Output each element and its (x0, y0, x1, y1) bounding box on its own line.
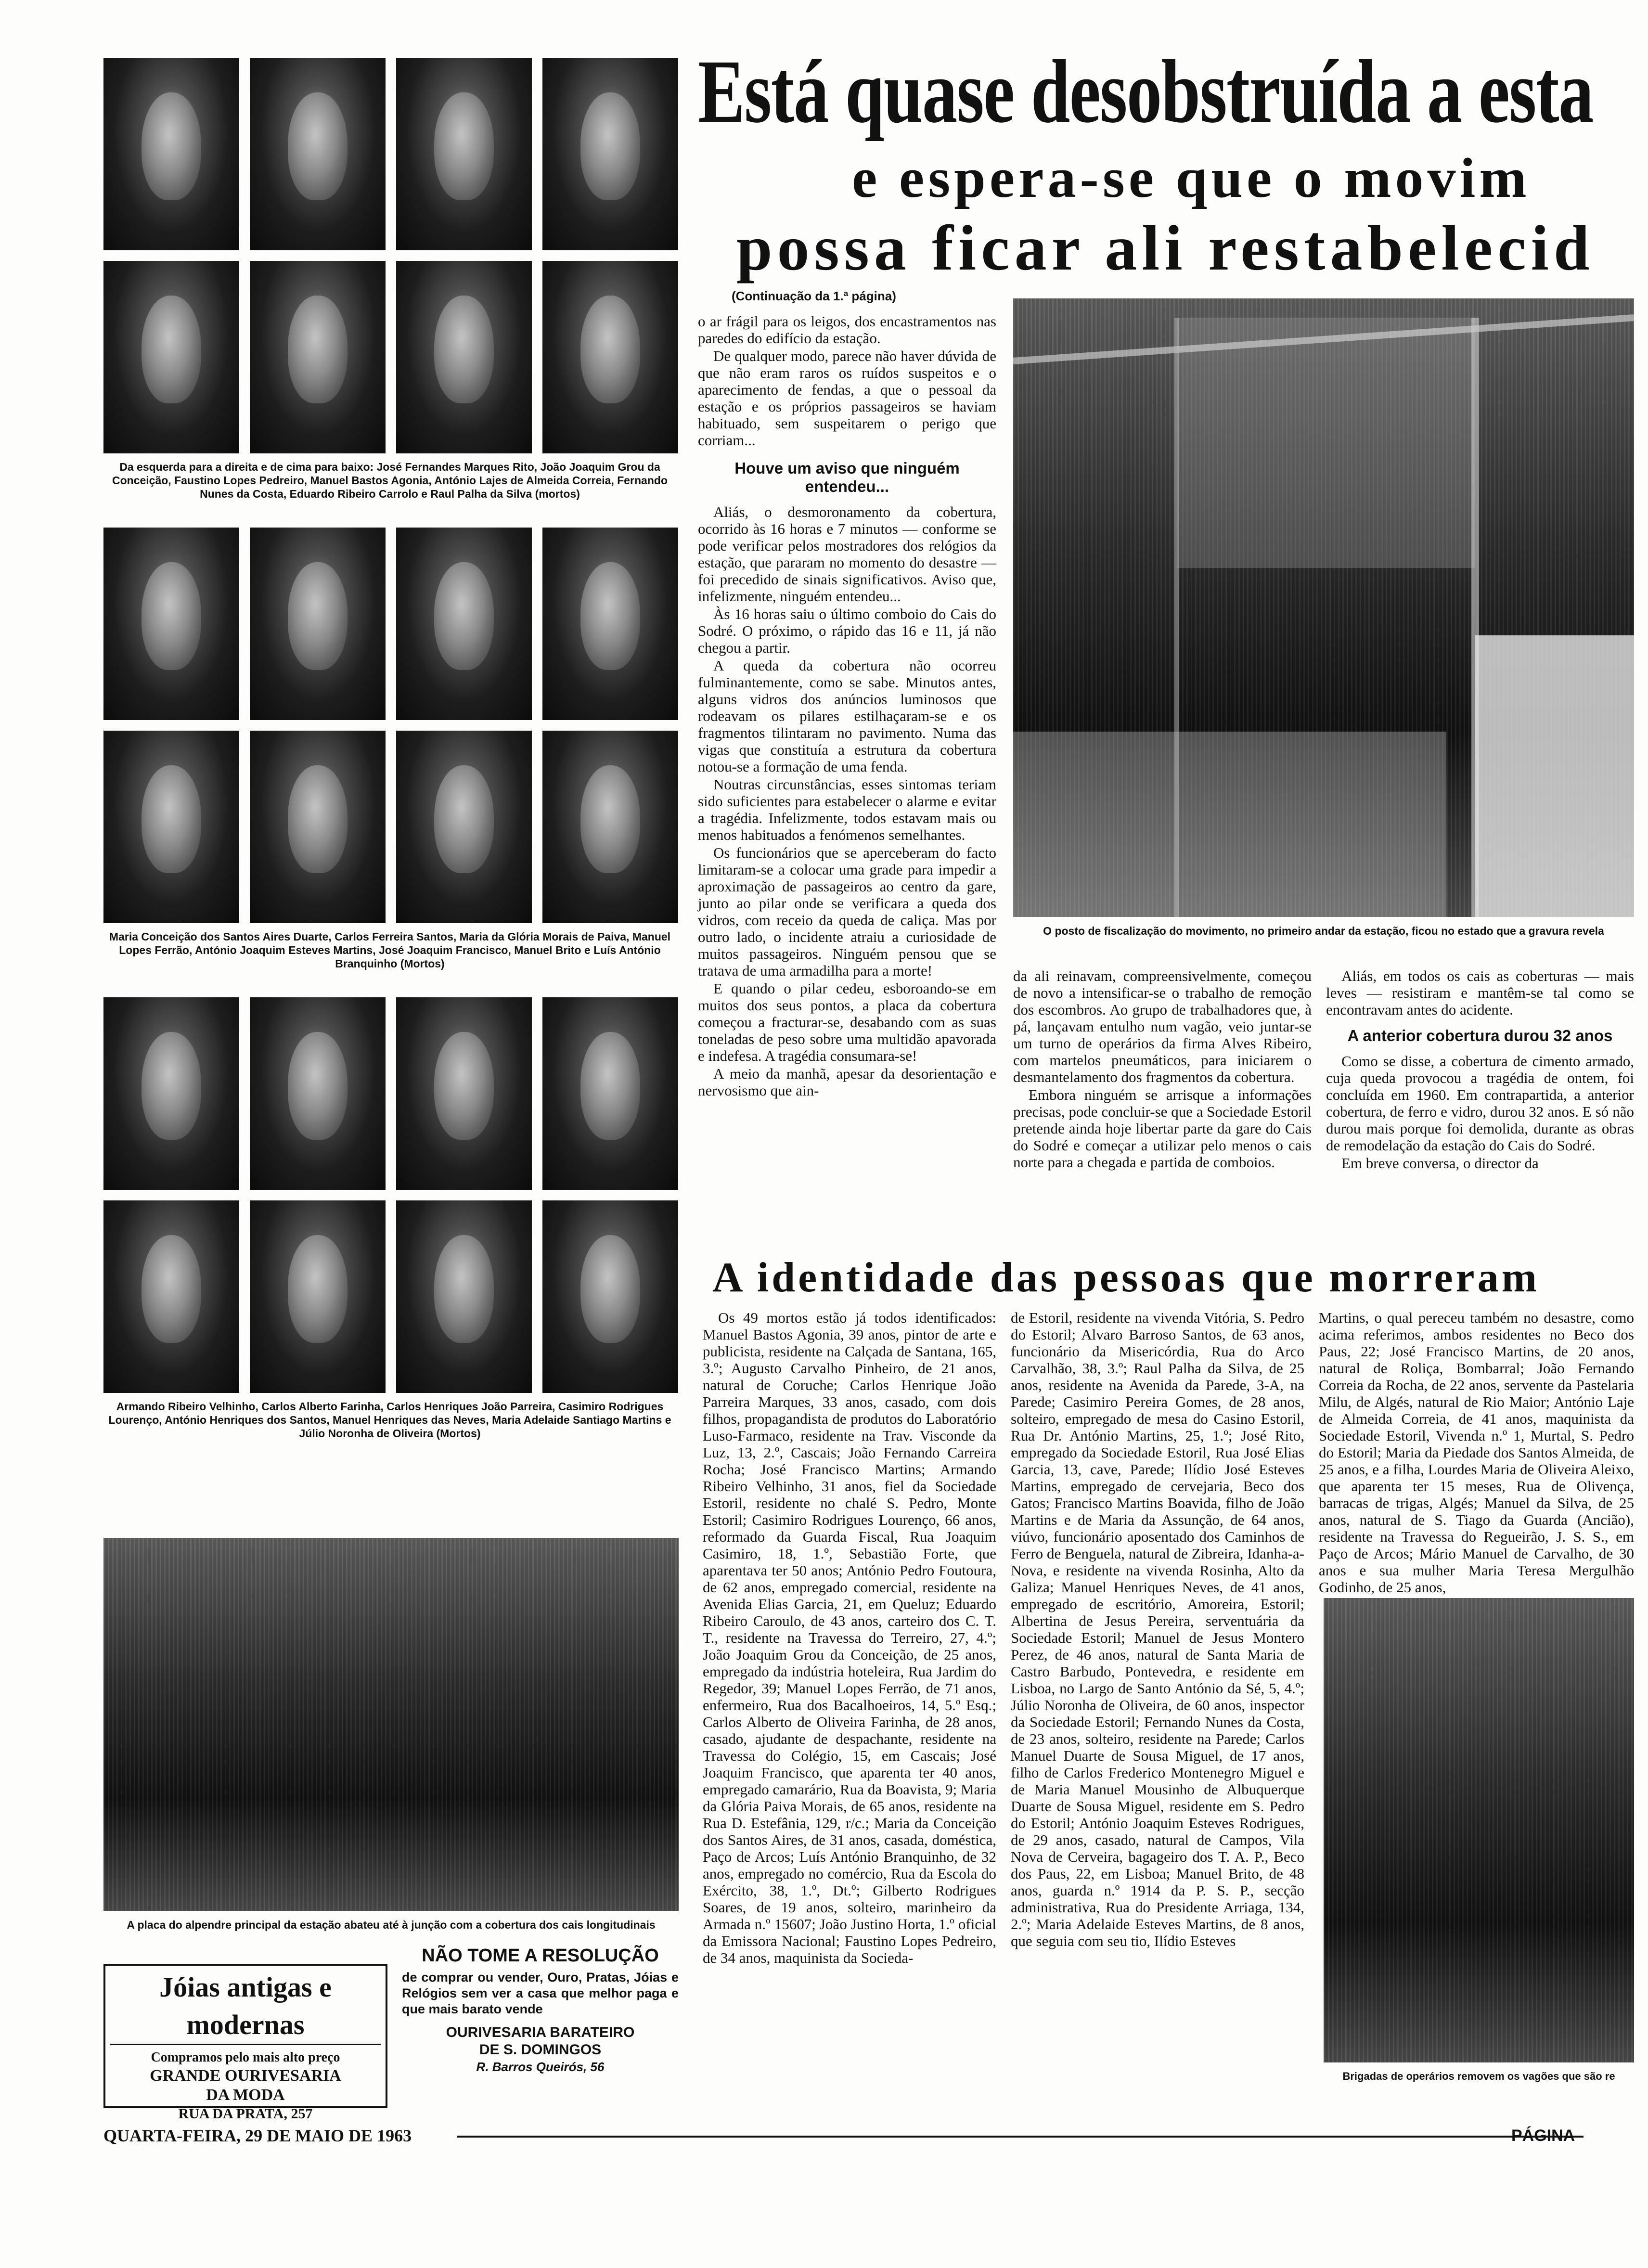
ad-ourivesaria (402, 1945, 679, 2108)
story-paragraph: da ali reinavam, compreensivelmente, começou de novo a intensificar-se o trabalho de remoção dos escombros. Ao grupo de trabalhadores que, à pá, lançavam entulho num vagão, veio juntar-se um turno de operários da firma Alves Ribeiro, com martelos pneumáticos, para iniciarem o desmantelamento dos fragmentos da cobertura. (1013, 967, 1312, 1085)
story-paragraph: Aliás, o desmoronamento da cobertura, ocorrido às 16 horas e 7 minutos — conforme se pode verificar pelos mostradores dos relógios da estação, que pararam no momento do desastre — foi precedido de sinais significativos. Aviso que, infelizmente, ninguém entendeu... (698, 503, 996, 605)
ad-joias-title: Jóias antigas e modernas (110, 1969, 381, 2045)
identity-column-2 (1011, 1309, 1304, 2089)
portrait-row (103, 261, 676, 453)
ad-joias (103, 1964, 387, 2122)
story-paragraph: A queda da cobertura não ocorreu fulminantemente, como se sabe. Minutos antes, alguns vidros dos anúncios luminosos que rodeavam os pilares estilhaçaram-se e os fragmentos tilintaram no pavimento. Numa das vigas que constituía a estrutura da cobertura notou-se a formação de uma fenda. (698, 657, 996, 775)
portrait-photo (396, 1200, 532, 1393)
identity-paragraph: Os 49 mortos estão já todos identificados: Manuel Bastos Agonia, 39 anos, pintor de arte e publicista, residente na Calçada de Santana, 165, 3.º; Augusto Carvalho Pinheiro, de 21 anos, natural de Coruche; Carlos Henrique João Parreira Marques, 33 anos, casado, com dois filhos, propagandista de produtos do Laboratório Luso-Farmaco, residente na Trav. Visconde da Luz, 13, 2.º, Cascais; João Fernando Carreira Rocha; José Francisco Martins; Armando Ribeiro Velhinho, 31 anos, fiel da Sociedade Estoril, residente no chalé S. Pedro, Monte Estoril; Casimiro Rodrigues Lourenço, 66 anos, reformado da Guarda Fiscal, Rua Joaquim Casimiro, 18, 1.º, Sebastião Forte, que aparentava ter 50 anos; António Pedro Foutoura, de 62 anos, empregado comercial, residente na Avenida Elias Garcia, 21, em Queluz; Eduardo Ribeiro Caroulo, de 43 anos, carteiro dos C. T. T., residente na Travessa do Terreiro, 27, 4.º; João Joaquim Grou da Conceição, de 25 anos, empregado da indústria hoteleira, Rua Jardim do Regedor, 39; Manuel Lopes Ferrão, de 71 anos, enfermeiro, Rua dos Bacalhoeiros, 14, 5.º Esq.; Carlos Alberto de Oliveira Farinha, de 28 anos, casado, ajudante de despachante, residente na Travessa do Colégio, 15, em Cascais; José Joaquim Francisco, que aparenta ter 40 anos, empregado camarário, Rua da Boavista, 9; Maria da Glória Paiva Morais, de 65 anos, residente na Rua D. Estefânia, 129, r/c.; Maria da Conceição dos Santos Aires, de 31 anos, casada, doméstica, Paço de Arcos; Luís António Branquinho, de 32 anos, empregado no comércio, Rua da Escola do Exército, 38, 1.º, Dt.º; Gilberto Rodrigues Soares, de 19 anos, solteiro, marinheiro da Armada n.º 15607; João Justino Horta, 1.º oficial da Emissora Nacional; Faustino Lopes Pedreiro, de 34 anos, maquinista da Socieda- (703, 1309, 996, 1966)
story-paragraph: E quando o pilar cedeu, esboroando-se em muitos dos seus pontos, a placa da cobertura começou a fracturar-se, desabando com as suas toneladas de peso sobre uma multidão apavorada e indefesa. A tragédia consumara-se! (698, 980, 996, 1064)
story-paragraph: A meio da manhã, apesar da desorientação e nervosismo que ain- (698, 1065, 996, 1099)
portrait-photo (396, 58, 532, 250)
portrait-photo (103, 997, 239, 1190)
portrait-photo (103, 528, 239, 720)
ad-joias-line1: Compramos pelo mais alto preço (151, 2050, 340, 2065)
story-column-3 (1326, 967, 1634, 1173)
portrait-photo (103, 58, 239, 250)
portrait-row (103, 58, 676, 250)
ad-joias-line4: RUA DA PRATA, 257 (178, 2106, 313, 2122)
identity-column-1 (703, 1309, 996, 2089)
story-paragraph: Os funcionários que se aperceberam do facto limitaram-se a colocar uma grade para impedir a aproximação de passageiros ao centro da gare, junto ao pilar onde se verificara a queda dos vidros, com receio da queda de caliça. Mas por outro lado, o incidente atraiu a curiosidade de muitos passageiros. Ninguém pensou que se tratava de uma armadilha para a morte! (698, 844, 996, 979)
headline-line1: Está quase desobstruída a esta (698, 41, 1593, 142)
headline-line2: e espera-se que o movim (852, 146, 1531, 209)
story-subhead: A anterior cobertura durou 32 anos (1347, 1027, 1613, 1044)
ad-joias-line3: DA MODA (206, 2086, 285, 2104)
story-paragraph: Às 16 horas saiu o último comboio do Cais do Sodré. O próximo, o rápido das 16 e 11, já não chegou a partir. (698, 606, 996, 656)
story-column-1 (698, 313, 996, 1100)
portrait-photo (542, 731, 678, 923)
story-column-2 (1013, 967, 1312, 1172)
portrait-photo (250, 1200, 386, 1393)
story-paragraph: o ar frágil para os leigos, dos encastramentos nas paredes do edifício da estação. (698, 313, 996, 347)
portrait-photo (542, 997, 678, 1190)
control-post-photo (1013, 298, 1634, 917)
portrait-photo (542, 528, 678, 720)
photo-caption: Armando Ribeiro Velhinho, Carlos Alberto Farinha, Carlos Henriques João Parreira, Casimiro Rodrigues Lourenço, António Henriques dos Santos, Manuel Henriques das Neves, Maria Adelaide Santiago Martins e Júlio Noronha de Oliveira (Mortos) (108, 1400, 671, 1440)
ad-ourivesaria-line1: OURIVESARIA BARATEIRO (446, 2024, 635, 2040)
portrait-row (103, 731, 676, 923)
headline-line3: possa ficar ali restabelecid (736, 212, 1595, 284)
story-paragraph: De qualquer modo, parece não haver dúvida de que não eram raros os ruídos suspeitos e o aparecimento de fendas, a que o pessoal da estação e os próprios passageiros se haviam habituado, sem suspeitarem o perigo que corriam... (698, 348, 996, 449)
story-paragraph: Noutras circunstâncias, esses sintomas teriam sido suficientes para estabelecer o alarme e evitar a tragédia. Infelizmente, todos estavam mais ou menos habituados a fenómenos semelhantes. (698, 776, 996, 843)
portrait-photo (103, 1200, 239, 1393)
portrait-photo (250, 997, 386, 1190)
portrait-photo (396, 528, 532, 720)
portrait-photo (103, 731, 239, 923)
identity-column-3 (1319, 1309, 1634, 1596)
story-paragraph: Aliás, em todos os cais as coberturas — mais leves — resistiram e mantêm-se tal como se encontravam antes do acidente. (1326, 967, 1634, 1018)
portrait-row (103, 997, 676, 1190)
ad-ourivesaria-line2: DE S. DOMINGOS (479, 2042, 602, 2058)
identity-title: A identidade das pessoas que morreram (712, 1254, 1540, 1301)
ad-ourivesaria-body: de comprar ou vender, Ouro, Pratas, Jóias e Relógios sem ver a casa que melhor paga e que mais barato vende (402, 1970, 679, 2016)
portrait-photo (103, 261, 239, 453)
story-paragraph: Embora ninguém se arrisque a informações precisas, pode concluir-se que a Sociedade Estoril pretende ainda hoje libertar parte da gare do Cais do Sodré e começar a utilizar pelo menos o cais norte para a chegada e partida de comboios. (1013, 1086, 1312, 1171)
control-post-structure (1013, 298, 1634, 917)
portrait-row (103, 528, 676, 720)
portrait-photo (250, 528, 386, 720)
portrait-photo (250, 58, 386, 250)
portrait-row (103, 1200, 676, 1393)
photo-caption: Da esquerda para a direita e de cima para baixo: José Fernandes Marques Rito, João Joaquim Grou da Conceição, Faustino Lopes Pedreiro, Manuel Bastos Agonia, António Lajes de Almeida Correia, Fernando Nunes da Costa, Eduardo Ribeiro Carrolo e Raul Palha da Silva (mortos) (112, 461, 668, 500)
portrait-photo (542, 1200, 678, 1393)
story-subhead: Houve um aviso que ninguém entendeu... (734, 459, 960, 495)
ad-ourivesaria-title: NÃO TOME A RESOLUÇÃO (422, 1946, 659, 1966)
portrait-photo (250, 731, 386, 923)
portrait-column (103, 58, 676, 1467)
footer-page-label: PÁGINA (1511, 2126, 1575, 2145)
continuation-note: (Continuação da 1.ª página) (732, 289, 896, 303)
identity-paragraph: Martins, o qual pereceu também no desastre, como acima referimos, ambos residentes no Beco dos Paus, 22; José Francisco Martins, de 20 anos, natural de Roliça, Bombarral; João Fernando Correia da Rocha, de 22 anos, servente da Pastelaria Milu, de Algés, natural de Rio Maior; António Laje de Almeida Correia, de 41 anos, maquinista da Sociedade Estoril, Vivenda n.º 1, Murtal, S. Pedro do Estoril; Maria da Piedade dos Santos Almeida, de 25 anos, e a filha, Lourdes Maria de Oliveira Aleixo, que aparenta ter 15 meses, Rua de Olivença, barracas de trigas, Algés; Manuel da Silva, de 25 anos, natural de S. Tiago da Guarda (Ancião), residente na Travessa do Regueirão, J. S. S., em Paço de Arcos; Mário Manuel de Carvalho, de 30 anos e sua mulher Maria Teresa Mergulhão Godinho, de 25 anos, (1319, 1309, 1634, 1596)
collapsed-canopy-photo (103, 1538, 679, 1911)
portrait-photo (250, 261, 386, 453)
ad-joias-line2: GRANDE OURIVESARIA (150, 2067, 341, 2085)
portrait-photo (396, 731, 532, 923)
control-post-caption: O posto de fiscalização do movimento, no primeiro andar da estação, ficou no estado que a gravura revela (1043, 925, 1604, 937)
identity-paragraph: de Estoril, residente na vivenda Vitória, S. Pedro do Estoril; Alvaro Barroso Santos, de 63 anos, funcionário da Misericórdia, Rua do Arco Carvalhão, 38, 3.º; Raul Palha da Silva, de 25 anos, residente na Avenida da Parede, 3-A, na Parede; Casimiro Pereira Gomes, de 28 anos, solteiro, empregado de mesa do Casino Estoril, Rua Dr. António Martins, 25, 1.º; José Rito, empregado da Sociedade Estoril, Rua José Elias Garcia, 13, cave, Parede; Ilídio José Esteves Martins, empregado de cervejaria, Beco dos Gatos; Francisco Martins Boavida, filho de João Martins e de Maria da Assunção, de 64 anos, viúvo, funcionário aposentado dos Caminhos de Ferro de Benguela, natural de Zibreira, Idanha-a-Nova, e residente na vivenda Rosinha, Alto da Galiza; Manuel Henriques Neves, de 41 anos, empregado de escritório, Amoreira, Estoril; Albertina de Jesus Pereira, serventuária da Sociedade Estoril; Manuel de Jesus Montero Perez, de 46 anos, natural de Santa Maria de Castro Barbudo, Pontevedra, e residente em Lisboa, no Largo de Santo António da Sé, 5, 4.º; Júlio Noronha de Oliveira, de 60 anos, inspector da Sociedade Estoril; Fernando Nunes da Costa, de 23 anos, solteiro, residente na Parede; Carlos Manuel Duarte de Sousa Miguel, de 17 anos, filho de Carlos Frederico Montenegro Miguel e de Maria Manuel Mousinho de Albuquerque Duarte de Sousa Miguel, residente em S. Pedro do Estoril; António Joaquim Esteves Rodrigues, de 29 anos, casado, natural de Campos, Vila Nova de Cerveira, bagageiro dos T. A. P., Beco dos Paus, 22, em Lisboa; Manuel Brito, de 48 anos, guarda n.º 1914 da P. S. P., secção administrativa, Rua do Presidente Arriaga, 134, 2.º; Maria Adelaide Esteves Martins, de 8 anos, que seguia com seu tio, Ilídio Esteves (1011, 1309, 1304, 1949)
portrait-photo (396, 261, 532, 453)
photo-caption: Maria Conceição dos Santos Aires Duarte, Carlos Ferreira Santos, Maria da Glória Morais de Paiva, Manuel Lopes Ferrão, António Joaquim Esteves Martins, José Joaquim Francisco, Manuel Brito e Luís António Branquinho (Mortos) (109, 930, 671, 970)
collapsed-canopy-caption: A placa do alpendre principal da estação abateu até à junção com a cobertura dos cais longitudinais (127, 1919, 656, 1931)
portrait-photo (396, 997, 532, 1190)
footer-date: QUARTA-FEIRA, 29 DE MAIO DE 1963 (103, 2126, 412, 2145)
portrait-photo (542, 261, 678, 453)
story-paragraph: Como se disse, a cobertura de cimento armado, cuja queda provocou a tragédia de ontem, foi concluída em 1960. Em contrapartida, a anterior cobertura, de ferro e vidro, durou 32 anos. E só não durou mais porque foi demolida, durante as obras de remodelação da estação do Cais do Sodré. (1326, 1053, 1634, 1154)
workers-photo (1324, 1598, 1634, 2062)
workers-caption: Brigadas de operários removem os vagões que são re (1342, 2070, 1615, 2082)
footer-rule (457, 2136, 1584, 2138)
story-paragraph: Em breve conversa, o director da (1341, 1155, 1539, 1172)
ad-ourivesaria-line3: R. Barros Queirós, 56 (476, 2060, 605, 2074)
portrait-photo (542, 58, 678, 250)
